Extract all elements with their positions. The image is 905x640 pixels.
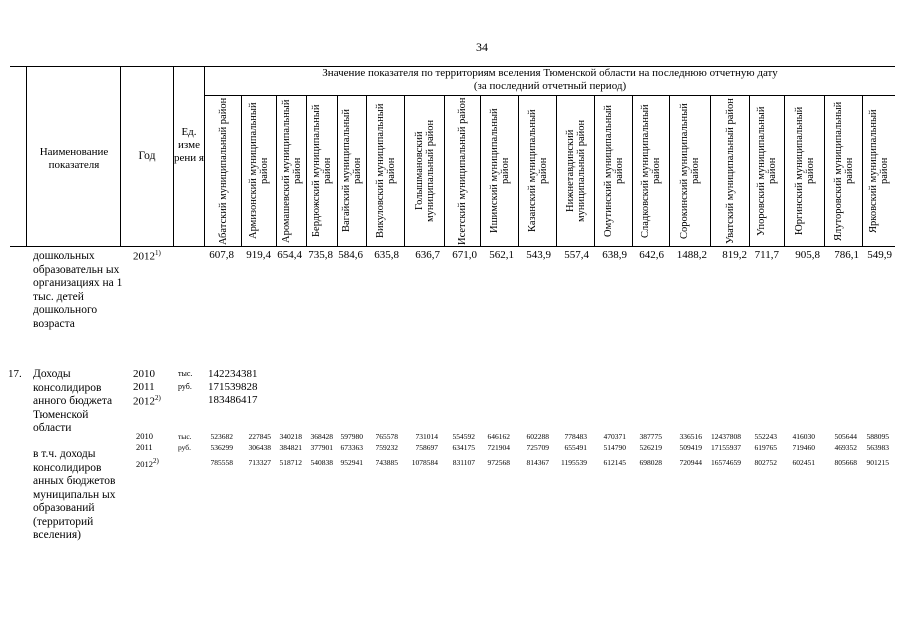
table-cell: 562,1 [489, 249, 514, 261]
table-cell: 612145 [603, 458, 626, 467]
table-cell: 306438 [248, 443, 271, 452]
district-header: Сорокинский муниципальный район [679, 103, 701, 239]
row-name-preschool: дошкольных образовательн ых организациях на 1 тыс. детей дошкольного возраста [33, 250, 123, 330]
total-value: 142234381 [208, 368, 258, 380]
table-cell: 765578 [375, 432, 398, 441]
table-cell: 509419 [679, 443, 702, 452]
table-cell: 719460 [792, 443, 815, 452]
table-cell: 759232 [375, 443, 398, 452]
header-main-title-line1: Значение показателя по территориям вселения Тюменской области на последнюю отчетную дату [322, 67, 778, 79]
table-cell: 340218 [279, 432, 302, 441]
table-cell: 368428 [310, 432, 333, 441]
table-cell: 557,4 [564, 249, 589, 261]
table-cell: 711,7 [754, 249, 779, 261]
row-year: 2011 [133, 381, 155, 393]
district-header: Упоровский муниципальный район [756, 106, 778, 236]
district-header: Ярковский муниципальный район [868, 109, 890, 233]
row-year: 2012$^{2)}$ [133, 394, 161, 408]
table-cell: 387775 [639, 432, 662, 441]
district-header: Ишимский муниципальный район [488, 108, 511, 234]
row-year: 2010 [133, 368, 155, 380]
table-cell: 654,4 [277, 249, 302, 261]
table-cell: 597980 [340, 432, 363, 441]
table-cell: 831107 [452, 458, 475, 467]
table-cell: 642,6 [639, 249, 664, 261]
table-cell: 720944 [679, 458, 702, 467]
table-cell: 646162 [487, 432, 510, 441]
table-cell: 673363 [340, 443, 363, 452]
table-cell: 1488,2 [676, 249, 707, 261]
table-cell: 952941 [340, 458, 363, 467]
table-cell: 552243 [754, 432, 777, 441]
district-header: Вагайский муниципальный район [341, 109, 363, 233]
row-year: 2011 [136, 442, 153, 452]
table-cell: 563983 [866, 443, 889, 452]
district-header: Ялуторовский муниципальный район [832, 101, 855, 241]
table-cell: 540838 [310, 458, 333, 467]
table-cell: 731014 [415, 432, 438, 441]
row-year: 2012$^{2)}$ [136, 457, 159, 469]
header-indicator-name: Наименование показателя [39, 146, 109, 171]
table-cell: 607,8 [209, 249, 234, 261]
row-year: 2012$^{1)}$ [133, 249, 161, 263]
header-main-title-line2: (за последний отчетный период) [473, 80, 627, 92]
unit-label: руб. [178, 443, 191, 452]
table-cell: 671,0 [452, 249, 477, 261]
row-year: 2010 [136, 431, 153, 441]
table-cell: 602288 [526, 432, 549, 441]
unit-label: руб. [178, 382, 192, 391]
table-cell: 713327 [248, 458, 271, 467]
district-header: Бердюжский муниципальный район [311, 104, 333, 238]
table-cell: 17155937 [711, 443, 741, 452]
table-cell: 802752 [754, 458, 777, 467]
table-cell: 549,9 [867, 249, 892, 261]
table-cell: 778483 [564, 432, 587, 441]
col-divider [26, 66, 27, 247]
table-cell: 514790 [603, 443, 626, 452]
district-header: Омутинский муниципальный район [602, 105, 625, 237]
district-header: Абатский муниципальный район [217, 97, 229, 245]
table-cell: 554592 [452, 432, 475, 441]
table-cell: 523682 [210, 432, 233, 441]
table-cell: 721904 [487, 443, 510, 452]
table-cell: 905,8 [795, 249, 820, 261]
table-cell: 785558 [210, 458, 233, 467]
district-header: Уватский муниципальный район [724, 98, 736, 244]
table-cell: 919,4 [246, 249, 271, 261]
total-value: 171539828 [208, 381, 258, 393]
table-cell: 469352 [834, 443, 857, 452]
table-cell: 384821 [279, 443, 302, 452]
table-cell: 743885 [375, 458, 398, 467]
table-cell: 972568 [487, 458, 510, 467]
header-unit: Ед. изме рени я [174, 126, 204, 164]
table-cell: 735,8 [308, 249, 333, 261]
table-cell: 1195539 [561, 458, 587, 467]
table-cell: 819,2 [722, 249, 747, 261]
table-cell: 526219 [639, 443, 662, 452]
table-cell: 814367 [526, 458, 549, 467]
table-cell: 470371 [603, 432, 626, 441]
table-cell: 416030 [792, 432, 815, 441]
table-cell: 636,7 [415, 249, 440, 261]
table-cell: 638,9 [602, 249, 627, 261]
table-cell: 725709 [526, 443, 549, 452]
table-cell: 16574659 [711, 458, 741, 467]
table-cell: 805668 [834, 458, 857, 467]
header-main-title [205, 67, 895, 93]
table-cell: 336516 [679, 432, 702, 441]
table-cell: 543,9 [526, 249, 551, 261]
district-header: Голышмановский муниципальный район [413, 119, 436, 223]
table-cell: 634175 [452, 443, 475, 452]
table-cell: 602451 [792, 458, 815, 467]
row-name-municipal: в т.ч. доходы консолидиров анных бюджетов муниципальн ых образований (территорий вселения) [33, 448, 116, 541]
table-cell: 584,6 [338, 249, 363, 261]
table-cell: 227845 [248, 432, 271, 441]
row-name-budget: Доходы консолидиров анного бюджета Тюменской области [33, 368, 113, 434]
district-header: Армизонский муниципальный район [248, 102, 270, 240]
table-cell: 1078584 [411, 458, 438, 467]
district-header: Юргинский муниципальный район [793, 106, 816, 236]
table-cell: 901215 [866, 458, 889, 467]
table-cell: 536299 [210, 443, 233, 452]
table-cell: 619765 [754, 443, 777, 452]
total-value: 183486417 [208, 394, 258, 406]
header-year: Год [138, 150, 156, 162]
page-number: 34 [476, 40, 488, 54]
table-cell: 377901 [310, 443, 333, 452]
unit-label: тыс. [178, 369, 193, 378]
table-cell: 505644 [834, 432, 857, 441]
district-header: Нижнетавдинский муниципальный район [564, 119, 587, 223]
table-cell: 698028 [639, 458, 662, 467]
table-cell: 588095 [866, 432, 889, 441]
district-header: Викуловский муниципальный район [374, 103, 397, 239]
district-header: Казанский муниципальный район [526, 109, 549, 233]
table-cell: 655491 [564, 443, 587, 452]
row-number: 17. [8, 368, 22, 380]
table-cell: 12437808 [711, 432, 741, 441]
table-cell: 518712 [279, 458, 302, 467]
unit-label: тыс. [178, 432, 192, 441]
district-header: Сладковский муниципальный район [640, 104, 662, 238]
col-divider [120, 66, 121, 247]
table-cell: 758697 [415, 443, 438, 452]
header-bottom-border [10, 246, 895, 247]
district-header: Исетский муниципальный район [457, 97, 468, 245]
table-cell: 786,1 [834, 249, 859, 261]
table-cell: 635,8 [374, 249, 399, 261]
district-header: Аромашевский муниципальный район [280, 99, 303, 243]
